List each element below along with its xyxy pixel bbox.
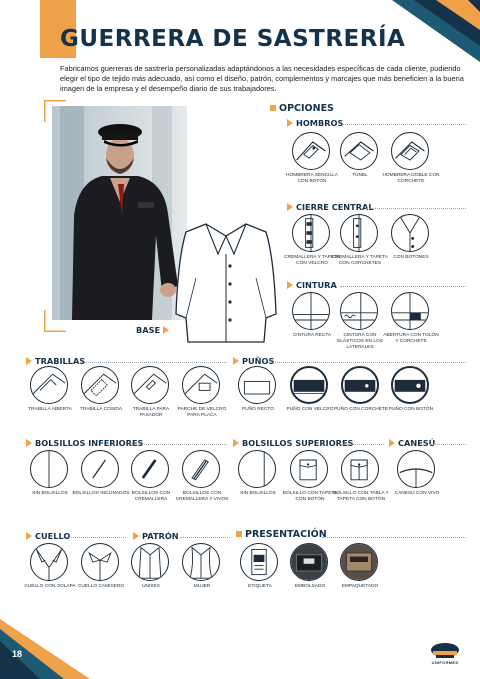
option-trabilla-abierta[interactable]: [21, 366, 79, 413]
option-canesu-vivo[interactable]: [388, 450, 446, 497]
bolsillo-tabla-icon: [341, 450, 379, 488]
option-trabilla-pasador[interactable]: [122, 366, 180, 419]
option-bolsillos-cremallera-vivos[interactable]: [173, 450, 231, 503]
option-unisex[interactable]: [122, 543, 180, 590]
logo-text: UNIFORMES: [431, 660, 459, 665]
option-caption: CREMALLERA Y TAPETA CON CORCHETES: [332, 255, 388, 266]
triangle-icon: [26, 532, 32, 540]
option-empaquetado[interactable]: [331, 543, 389, 590]
canesu-header: CANESÚ: [389, 438, 435, 448]
etiqueta-icon: [240, 543, 278, 581]
cuello-camisero-icon: [81, 543, 119, 581]
option-caption: CUELLO CON SOLAPA: [24, 584, 76, 589]
option-caption: ABERTURA CON TOLÓN Y CORCHETE: [383, 333, 439, 344]
option-caption: PUÑO CON BOTÓN: [388, 407, 434, 412]
bolsillo-tapeta-icon: [290, 450, 328, 488]
trabilla-cosida-icon: [81, 366, 119, 404]
triangle-icon: [163, 326, 169, 334]
option-caption: PUÑO RECTO: [242, 407, 274, 412]
option-caption: ETIQUETA: [248, 584, 272, 589]
option-mujer[interactable]: [173, 543, 231, 590]
square-bullet-icon: [270, 105, 276, 111]
option-puno-velcro[interactable]: [281, 366, 339, 413]
option-caption: CANESÚ CON VIVO: [394, 491, 440, 496]
cintura-header: CINTURA: [287, 280, 337, 290]
bolsillos-superiores-header: BOLSILLOS SUPERIORES: [233, 438, 353, 448]
trabilla-pasador-icon: [131, 366, 169, 404]
trabillas-header: TRABILLAS: [26, 356, 85, 366]
cierre-velcro-icon: [292, 214, 330, 252]
presentacion-rule: [322, 537, 466, 539]
hombros-rule: [342, 124, 466, 126]
option-caption: PUÑO CON VELCRO: [286, 407, 334, 412]
brand-logo: [428, 640, 462, 668]
option-caption: TRABILLA ABIERTA: [28, 407, 72, 412]
option-caption: BOLSILLOS INCLINADOS: [72, 491, 130, 496]
canesu-rule: [430, 444, 466, 446]
option-puno-recto[interactable]: [229, 366, 287, 413]
punos-header: PUÑOS: [233, 356, 274, 366]
option-bolsillos-cremallera[interactable]: [122, 450, 180, 503]
option-caption: SIN BOLSILLOS: [32, 491, 68, 496]
bolsillos-inferiores-rule: [132, 444, 227, 446]
patron-rule: [180, 537, 230, 539]
option-bolsillo-tapeta[interactable]: [281, 450, 339, 503]
cintura-recta-icon: [292, 292, 330, 330]
option-caption: CINTURA RECTA: [292, 333, 332, 338]
cintura-elasticos-icon: [340, 292, 378, 330]
triangle-icon: [26, 357, 32, 365]
option-caption: BOLSILLOS CON CREMALLERA Y VIVOS: [175, 491, 229, 502]
option-caption: SIN BOLSILLOS: [240, 491, 276, 496]
cuello-solapa-icon: [30, 543, 68, 581]
option-cierre-botones[interactable]: [382, 214, 440, 261]
canesu-vivo-icon: [397, 450, 435, 488]
option-cintura-elasticos[interactable]: [331, 292, 389, 351]
puno-corchete-icon: [341, 366, 379, 404]
cuello-rule: [66, 537, 126, 539]
sin-bolsillos-icon: [30, 450, 68, 488]
cintura-abertura-icon: [391, 292, 429, 330]
cuello-header: CUELLO: [26, 531, 70, 541]
option-sin-bolsillos-inf[interactable]: [21, 450, 79, 497]
puno-boton-icon: [391, 366, 429, 404]
option-cuello-solapa[interactable]: [21, 543, 79, 590]
option-caption: UNISEX: [142, 584, 160, 589]
option-caption: TRABILLA PARA PASADOR: [132, 407, 170, 418]
hombrera-sencilla-icon: [292, 132, 330, 170]
option-caption: TRABILLA COSIDA: [79, 407, 123, 412]
option-caption: CREMALLERA Y TAPETA CON VELCRO: [284, 255, 340, 266]
option-caption: CINTURA CON ELÁSTICOS EN LOS LATERALES: [337, 333, 383, 350]
triangle-icon: [233, 357, 239, 365]
option-caption: HOMBRERA DOBLE CON CORCHETE: [382, 173, 440, 184]
triangle-icon: [26, 439, 32, 447]
option-caption: CON BOTONES: [393, 255, 429, 260]
opciones-header: OPCIONES: [270, 103, 334, 114]
parche-velcro-icon: [182, 366, 220, 404]
trabillas-rule: [82, 362, 227, 364]
option-caption: MUJER: [193, 584, 211, 589]
option-caption: TÚNEL: [352, 173, 368, 178]
page-number: 18: [12, 649, 23, 659]
option-caption: BOLSILLO CON TABLA Y TAPETA CON BOTÓN: [333, 491, 389, 502]
option-caption: BOLSILLOS CON CREMALLERA: [131, 491, 171, 502]
option-bolsillo-tabla[interactable]: [332, 450, 390, 503]
cierre-rule: [366, 208, 466, 210]
option-caption: EMBOLSADO: [294, 584, 326, 589]
triangle-icon: [389, 439, 395, 447]
sin-bolsillos-sup-icon: [238, 450, 276, 488]
cintura-rule: [340, 286, 466, 288]
option-caption: BOLSILLO CON TAPETA CON BOTÓN: [282, 491, 338, 502]
cierre-header: CIERRE CENTRAL: [287, 202, 374, 212]
option-cintura-abertura[interactable]: [382, 292, 440, 345]
option-caption: EMPAQUETADO: [341, 584, 379, 589]
option-tunel[interactable]: [331, 132, 389, 179]
option-caption: PUÑO CON CORCHETE: [333, 407, 389, 412]
square-bullet-icon: [236, 531, 242, 537]
triangle-icon: [287, 119, 293, 127]
bolsillos-superiores-rule: [340, 444, 384, 446]
option-caption: PARCHE DE VELCRO PARA PLACA: [177, 407, 227, 418]
triangle-icon: [287, 281, 293, 289]
option-puno-boton[interactable]: [382, 366, 440, 413]
hombros-header: HOMBROS: [287, 118, 343, 128]
trabilla-abierta-icon: [30, 366, 68, 404]
option-caption: CUELLO CAMISERO: [77, 584, 125, 589]
base-label: BASE: [136, 325, 172, 335]
base-jacket-illustration: [170, 218, 282, 346]
option-caption: HOMBRERA SENCILLA CON BOTÓN: [286, 173, 338, 184]
presentacion-header: PRESENTACIÓN: [236, 529, 327, 540]
patron-header: PATRÓN: [133, 531, 179, 541]
option-hombrera-doble[interactable]: [382, 132, 440, 185]
option-parche-velcro[interactable]: [173, 366, 231, 419]
hombrera-doble-icon: [391, 132, 429, 170]
bolsillos-inferiores-header: BOLSILLOS INFERIORES: [26, 438, 143, 448]
triangle-icon: [133, 532, 139, 540]
bolsillos-inclinados-icon: [81, 450, 119, 488]
option-cierre-corchetes[interactable]: [331, 214, 389, 267]
cierre-botones-icon: [391, 214, 429, 252]
intro-paragraph: Fabricamos guerreras de sastrería personalizadas adaptándonos a las necesidades específicas de cada cliente, pudiendo elegir el tipo de tejido más adecuado, así como el diseño, patrón, complementos y marcajes que más beneficien a la buena imagen de la empresa y el desempeño diario de sus trabajadores.: [60, 64, 464, 94]
puno-recto-icon: [238, 366, 276, 404]
puno-velcro-icon: [290, 366, 328, 404]
punos-rule: [268, 362, 466, 364]
model-photo: [52, 106, 187, 320]
page-title: GUERRERA DE SASTRERÍA: [60, 26, 406, 52]
cap-logo-icon: [428, 640, 462, 660]
mujer-icon: [182, 543, 220, 581]
unisex-icon: [131, 543, 169, 581]
bolsillos-cremallera-icon: [131, 450, 169, 488]
bolsillos-cremallera-vivos-icon: [182, 450, 220, 488]
cierre-corchetes-icon: [340, 214, 378, 252]
embolsado-icon: [290, 543, 328, 581]
triangle-icon: [287, 203, 293, 211]
tunel-icon: [340, 132, 378, 170]
empaquetado-icon: [340, 543, 378, 581]
triangle-icon: [233, 439, 239, 447]
option-sin-bolsillos-sup[interactable]: [229, 450, 287, 497]
